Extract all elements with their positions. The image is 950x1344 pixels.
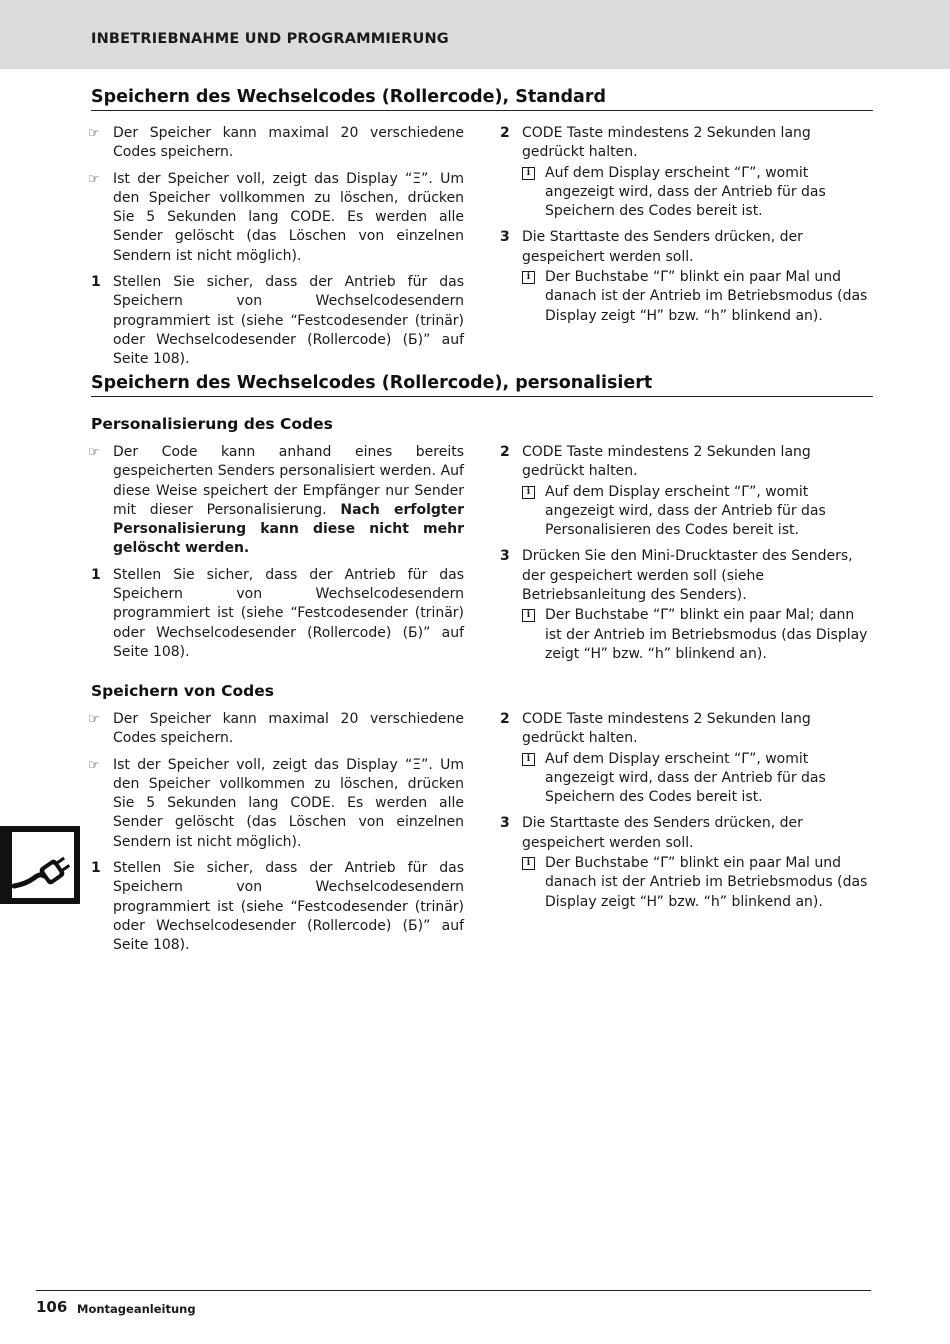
info-note: i Der Buchstabe “ᒥ” blinkt ein paar Mal und danach ist der Antrieb im Betriebsmodus (das Display zeigt “H” bzw. “h” blinkend an).	[522, 268, 873, 326]
power-plug-icon	[0, 826, 80, 904]
info-note: i Der Buchstabe “ᒥ” blinkt ein paar Mal; dann ist der Antrieb im Betriebsmodus (das Display zeigt “H” bzw. “h” blinkend an).	[522, 606, 873, 664]
step-number: 1	[91, 274, 101, 291]
step-number: 2	[500, 711, 510, 727]
step-item: 3 Die Starttaste des Senders drücken, der gespeichert werden soll. i Der Buchstabe “ᒥ” blinkt ein paar Mal und danach ist der Antrieb im Betriebsmodus (das Display zeigt “H” bzw. “h” blinkend an).	[500, 814, 873, 911]
section1-left-column	[88, 124, 464, 377]
info-icon: i	[522, 486, 535, 499]
note-item: ☞ Ist der Speicher voll, zeigt das Display “Ξ”. Um den Speicher vollkommen zu löschen, drücken Sie 5 Sekunden lang CODE. Es werden alle Sender gelöscht (das Löschen von einzelnen Sendern ist nicht möglich).	[88, 170, 464, 264]
step-item: 1 Stellen Sie sicher, dass der Antrieb für das Speichern von Wechselcodesendern programmiert ist (siehe “Festcodesender (trinär) oder Wechselcodesender (Rollercode) (Ƃ)” auf Seite 108).	[91, 274, 464, 368]
page-number: 106	[36, 1298, 68, 1316]
section-heading-standard: Speichern des Wechselcodes (Rollercode), Standard	[91, 86, 873, 111]
subheading-storing-codes: Speichern von Codes	[91, 682, 274, 700]
footer-label: Montageanleitung	[77, 1302, 196, 1316]
note-item: ☞ Der Code kann anhand eines bereits gespeicherten Senders personalisiert werden. Auf diese Weise speichert der Empfänger nur Sender mit dieser Personalisierung. Nach erfolgter Personalisierung kann diese nicht mehr gelöscht werden.	[88, 444, 465, 557]
pointing-hand-icon: ☞	[88, 712, 100, 727]
step-number: 2	[500, 125, 510, 141]
section3-right-column	[500, 710, 873, 919]
step-number: 1	[91, 566, 101, 583]
info-icon: i	[522, 609, 535, 622]
info-icon: i	[522, 271, 535, 284]
section1-right-column	[500, 124, 873, 333]
info-note: i Auf dem Display erscheint “ᒥ”, womit angezeigt wird, dass der Antrieb für das Speichern des Codes bereit ist.	[522, 164, 873, 222]
section3-left-column	[88, 710, 464, 963]
note-item: ☞ Der Speicher kann maximal 20 verschiedene Codes speichern.	[88, 711, 464, 747]
section2-left-column	[88, 443, 465, 669]
page-header-title: INBETRIEBNAHME UND PROGRAMMIERUNG	[91, 31, 449, 47]
section2-right-column	[500, 443, 873, 671]
step-number: 3	[500, 815, 510, 832]
step-item: 1 Stellen Sie sicher, dass der Antrieb für das Speichern von Wechselcodesendern programmiert ist (siehe “Festcodesender (trinär) oder Wechselcodesender (Rollercode) (Ƃ)” auf Seite 108).	[91, 860, 464, 954]
step-number: 3	[500, 229, 510, 246]
step-number: 2	[500, 444, 510, 460]
info-icon: i	[522, 857, 535, 870]
note-item: ☞ Ist der Speicher voll, zeigt das Display “Ξ”. Um den Speicher vollkommen zu löschen, drücken Sie 5 Sekunden lang CODE. Es werden alle Sender gelöscht (das Löschen von einzelnen Sendern ist nicht möglich).	[88, 756, 464, 850]
step-number: 1	[91, 860, 101, 877]
step-item: 2 CODE Taste mindestens 2 Sekunden lang gedrückt halten. i Auf dem Display erscheint “ᒥ”, womit angezeigt wird, dass der Antrieb für das Speichern des Codes bereit ist.	[500, 710, 873, 807]
subheading-personalisation: Personalisierung des Codes	[91, 415, 333, 433]
step-item: 2 CODE Taste mindestens 2 Sekunden lang gedrückt halten. i Auf dem Display erscheint “ᒥ”, womit angezeigt wird, dass der Antrieb für das Speichern des Codes bereit ist.	[500, 124, 873, 221]
pointing-hand-icon: ☞	[88, 126, 100, 141]
pointing-hand-icon: ☞	[88, 171, 100, 187]
section-heading-personalised: Speichern des Wechselcodes (Rollercode), personalisiert	[91, 372, 873, 397]
pointing-hand-icon: ☞	[88, 445, 100, 460]
info-note: i Der Buchstabe “ᒥ” blinkt ein paar Mal und danach ist der Antrieb im Betriebsmodus (das Display zeigt “H” bzw. “h” blinkend an).	[522, 854, 873, 912]
info-icon: i	[522, 753, 535, 766]
step-item: 2 CODE Taste mindestens 2 Sekunden lang gedrückt halten. i Auf dem Display erscheint “ᒥ”, womit angezeigt wird, dass der Antrieb für das Personalisieren des Codes bereit ist.	[500, 443, 873, 540]
step-number: 3	[500, 548, 510, 565]
pointing-hand-icon: ☞	[88, 757, 100, 773]
info-note: i Auf dem Display erscheint “ᒥ”, womit angezeigt wird, dass der Antrieb für das Speichern des Codes bereit ist.	[522, 750, 873, 808]
info-note: i Auf dem Display erscheint “ᒥ”, womit angezeigt wird, dass der Antrieb für das Personalisieren des Codes bereit ist.	[522, 483, 873, 541]
note-item: ☞ Der Speicher kann maximal 20 verschiedene Codes speichern.	[88, 125, 464, 161]
info-icon: i	[522, 167, 535, 180]
footer-rule	[36, 1290, 871, 1291]
step-item: 3 Die Starttaste des Senders drücken, der gespeichert werden soll. i Der Buchstabe “ᒥ” blinkt ein paar Mal und danach ist der Antrieb im Betriebsmodus (das Display zeigt “H” bzw. “h” blinkend an).	[500, 228, 873, 325]
chapter-side-tab	[0, 826, 80, 904]
step-item: 3 Drücken Sie den Mini-Drucktaster des Senders, der gespeichert werden soll (siehe Betriebsanleitung des Senders). i Der Buchstabe “ᒥ” blinkt ein paar Mal; dann ist der Antrieb im Betriebsmodus (das Display zeigt “H” bzw. “h” blinkend an).	[500, 547, 873, 664]
step-item: 1 Stellen Sie sicher, dass der Antrieb für das Speichern von Wechselcodesendern programmiert ist (siehe “Festcodesender (trinär) oder Wechselcodesender (Rollercode) (Ƃ)” auf Seite 108).	[91, 566, 464, 660]
